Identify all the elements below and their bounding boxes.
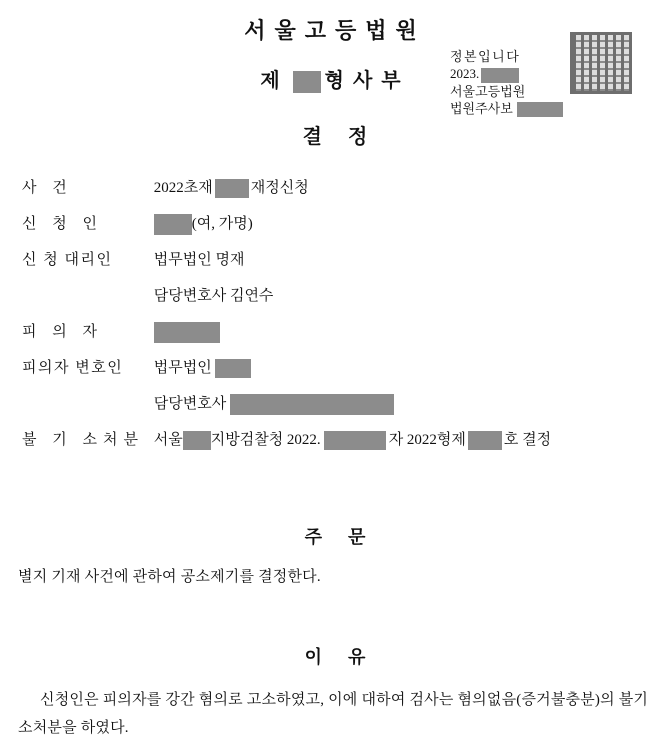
authentication-block [450,48,563,117]
field-label-suspect: 피 의 자 [22,324,103,340]
redaction-suspect-defender-firm [215,359,251,378]
redaction-clerk-name [517,102,563,117]
field-row-non-prosecution [22,428,652,464]
field-row-applicant [22,212,652,248]
case-number-suffix: 재정신청 [250,180,309,196]
field-row-suspect-defender [22,356,652,392]
case-fields [22,176,652,464]
suspect-defender-firm: 법무법인 [153,360,212,376]
redaction-disposition-date [324,431,386,450]
redaction-suspect-defender-charge [230,394,394,415]
division-prefix: 제 [260,70,289,92]
redaction-division [293,71,321,93]
authentication-line-court: 서울고등법원 [450,83,526,99]
redaction-applicant-name [154,214,192,235]
field-label-applicant: 신 청 인 [22,216,103,232]
field-label-case-number: 사 건 [22,180,73,196]
redaction-case-number [215,179,249,198]
field-row-suspect [22,320,652,356]
field-row-applicant-attorney-charge [22,284,652,320]
field-label-suspect-defender: 피의자 변호인 [22,360,124,376]
field-value-suspect-defender-charge [154,392,394,415]
section-body-reason [18,686,658,742]
field-label-non-prosecution: 불 기 소처분 [22,432,144,448]
non-prosecution-part2: 지방검찰청 2022. [210,432,321,448]
case-number-prefix: 2022초재 [153,180,213,196]
authentication-line-certified: 정본입니다 [450,49,521,64]
non-prosecution-part3: 자 2022형제 [388,432,466,448]
authentication-year: 2023. [450,66,480,81]
suspect-defender-charge-label: 담당변호사 [153,396,227,412]
authentication-line-clerk [450,100,563,118]
division-suffix: 형사부 [324,70,410,92]
redaction-auth-date [481,68,519,83]
court-name: 서울고등법원 [244,18,426,43]
field-value-applicant-attorney-charge: 담당변호사 김연수 [153,288,274,304]
non-prosecution-part4: 호 결정 [503,432,552,448]
field-value-applicant [154,212,253,235]
applicant-note: (여, 가명) [191,216,253,232]
section-heading-reason: 이유 [304,647,392,667]
field-value-applicant-attorney: 법무법인 명재 [153,252,245,268]
field-label-applicant-attorney: 신 청 대리인 [22,252,113,268]
redaction-prosecution-office [183,431,211,450]
field-row-case-number [22,176,652,212]
authentication-line-date [450,65,563,83]
authentication-clerk-title: 법원주사보 [450,100,513,116]
court-seal-icon [570,32,632,94]
document-type-title: 결정 [302,126,394,148]
field-value-suspect [154,322,220,343]
field-value-case-number [154,176,309,198]
field-value-non-prosecution [154,428,551,450]
reason-text: 신청인은 피의자를 강간 혐의로 고소하였고, 이에 대하여 검사는 혐의없음(증거불충분)의 불기소처분을 하였다. [18,692,649,736]
redaction-disposition-number [468,431,502,450]
field-row-suspect-defender-charge [22,392,652,428]
section-body-main-text: 별지 기재 사건에 관하여 공소제기를 결정한다. [18,569,321,585]
field-value-suspect-defender [154,356,251,378]
non-prosecution-part1: 서울 [153,432,183,448]
redaction-suspect-name [154,322,220,343]
field-row-applicant-attorney [22,248,652,284]
section-heading-main-text: 주문 [304,527,392,547]
